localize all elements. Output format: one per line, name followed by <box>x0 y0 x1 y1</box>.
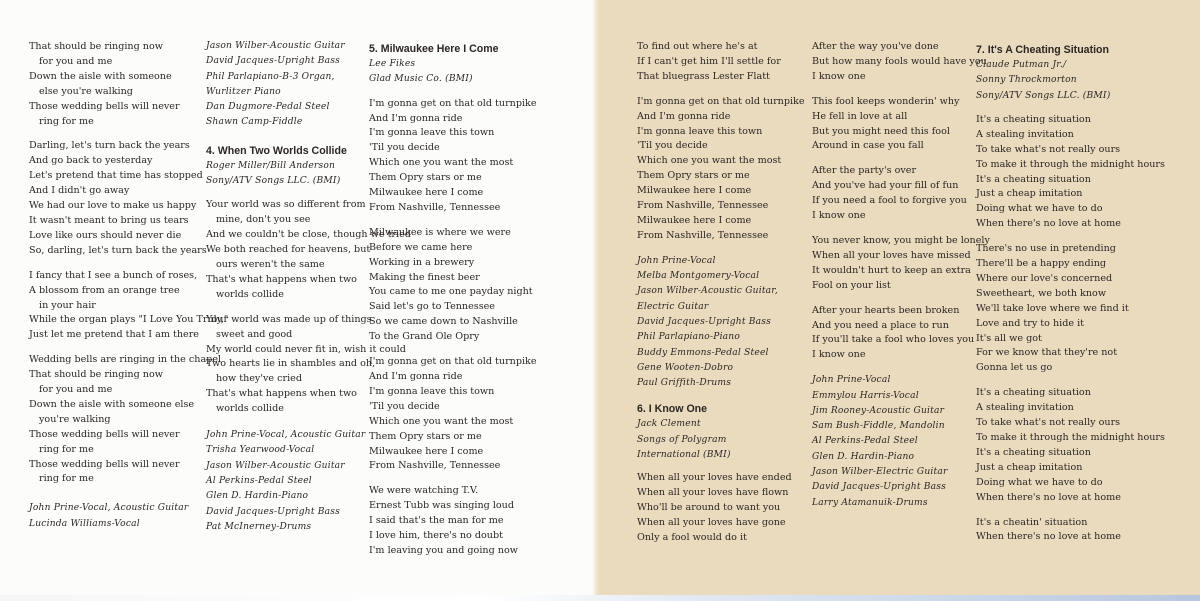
lyric-line: I'm gonna leave this town <box>369 385 495 397</box>
lyric-line: Around in case you fall <box>812 140 924 152</box>
credit-line: Wurlitzer Piano <box>206 86 281 97</box>
stanza-break <box>637 85 805 95</box>
lyric-line: ring for me <box>39 443 94 455</box>
credit-line: International (BMI) <box>637 450 731 461</box>
credit-line: Sony/ATV Songs LLC. (BMI) <box>206 176 341 187</box>
column-1 <box>29 40 228 532</box>
lyric-line: After your hearts been broken <box>812 304 960 316</box>
lyric-line: I fancy that I see a bunch of roses, <box>29 269 198 281</box>
lyric-line: Those wedding bells will never <box>29 428 180 440</box>
lyric-line: I'm gonna get on that old turnpike <box>369 97 537 109</box>
credit-line: David Jacques-Upright Bass <box>637 316 772 327</box>
lyric-line: And I'm gonna ride <box>369 371 463 382</box>
lyric-line: Sweetheart, we both know <box>976 287 1107 299</box>
col5-lyrics <box>812 40 990 363</box>
credit-line: John Prine-Vocal <box>637 255 716 266</box>
column-3 <box>369 39 537 559</box>
lyric-line: worlds collide <box>216 403 284 415</box>
lyric-line: Your world was so different from <box>206 199 366 211</box>
lyric-line: It wasn't meant to bring us tears <box>29 214 189 226</box>
lyric-line: When all your loves have flown <box>637 487 789 499</box>
column-5 <box>812 40 990 511</box>
lyric-line: for you and me <box>39 55 113 67</box>
lyric-line: Gonna let us go <box>976 362 1053 374</box>
lyric-line: Let's pretend that time has stopped <box>29 170 203 182</box>
stanza-break <box>812 294 990 304</box>
lyric-line: To make it through the midnight hours <box>976 432 1165 444</box>
stanza-break <box>29 259 228 269</box>
lyric-line: We'll take love where we find it <box>976 302 1129 314</box>
credit-line: Glen D. Hardin-Piano <box>812 451 915 462</box>
lyric-line: I know one <box>812 349 866 361</box>
song-6-writers <box>637 417 805 463</box>
stanza-break <box>812 224 990 234</box>
col4-credits <box>637 254 805 392</box>
credit-line: Emmylou Harris-Vocal <box>812 390 919 401</box>
col1-credits <box>29 501 228 532</box>
credit-line: Trisha Yearwood-Vocal <box>206 445 315 456</box>
lyric-line: And I'm gonna ride <box>637 110 731 122</box>
lyric-line: You came to me one payday night <box>369 286 533 298</box>
song-title-6: 6. I Know One <box>637 403 708 416</box>
credit-line: John Prine-Vocal, Acoustic Guitar <box>29 503 189 514</box>
lyric-line: 'Til you decide <box>369 400 440 412</box>
lyric-line: I know one <box>812 70 866 82</box>
credit-line: John Prine-Vocal, Acoustic Guitar <box>206 430 366 441</box>
lyric-line: There'll be a happy ending <box>976 258 1107 270</box>
lyric-line: A stealing invitation <box>976 128 1074 140</box>
lyric-line: But how many fools would have you <box>812 55 987 67</box>
credit-line: Jason Wilber-Electric Guitar <box>812 467 948 477</box>
lyric-line: Them Opry stars or me <box>369 430 482 442</box>
credit-line: Al Perkins-Pedal Steel <box>812 436 918 447</box>
stanza-break <box>29 129 228 139</box>
lyric-line: I know one <box>812 210 866 222</box>
lyric-line: When all your loves have missed <box>812 249 971 261</box>
credit-line: Lee Fikes <box>369 59 416 69</box>
lyric-line: 'Til you decide <box>637 140 708 152</box>
credit-line: Buddy Emmons-Pedal Steel <box>637 347 769 358</box>
lyric-line: for you and me <box>39 384 113 396</box>
lyric-line: And we couldn't be close, though we tried <box>206 229 411 241</box>
lyric-line: mine, don't you see <box>216 214 311 226</box>
lyric-line: I'm gonna get on that old turnpike <box>637 95 805 107</box>
lyric-line: Doing what we have to do <box>976 476 1103 488</box>
lyric-line: That should be ringing now <box>29 369 163 381</box>
lyric-line: Doing what we have to do <box>976 203 1103 215</box>
lyric-line: Making the finest beer <box>369 271 480 283</box>
credit-line: Lucinda Williams-Vocal <box>29 518 140 529</box>
page-fold <box>592 0 600 601</box>
lyric-line: Milwaukee here I come <box>637 185 752 197</box>
song-title-7: 7. It's A Cheating Situation <box>976 44 1109 56</box>
lyric-line: It's a cheating situation <box>976 113 1091 125</box>
lyric-line: That's what happens when two <box>206 273 357 285</box>
stanza-break <box>29 343 228 353</box>
stanza-break <box>812 85 990 95</box>
lyric-line: Milwaukee is where we were <box>369 226 511 238</box>
lyric-line: And you need a place to run <box>812 319 949 331</box>
lyric-line: From Nashville, Tennessee <box>637 229 769 241</box>
col4-lyrics-2 <box>637 471 805 546</box>
lyric-line: If I can't get him I'll settle for <box>637 55 781 67</box>
lyric-line: Which one you want the most <box>637 155 782 167</box>
col5-credits <box>812 373 990 511</box>
lyric-line: So we came down to Nashville <box>369 316 518 328</box>
lyric-line: Just let me pretend that I am there <box>29 329 199 341</box>
lyric-line: Love and try to hide it <box>976 317 1085 329</box>
lyric-line: A blossom from an orange tree <box>29 284 180 296</box>
stanza-break <box>976 376 1165 386</box>
lyric-line: Just a cheap imitation <box>976 188 1083 200</box>
lyric-line: When there's no love at home <box>976 531 1121 543</box>
lyric-line: Just a cheap imitation <box>976 461 1083 473</box>
lyric-line: If you need a fool to forgive you <box>812 195 967 207</box>
lyric-line: 'Til you decide <box>369 142 440 154</box>
lyric-line: It's a cheating situation <box>976 173 1091 185</box>
credit-line: Sony/ATV Songs LLC. (BMI) <box>976 90 1111 101</box>
lyric-line: To find out where he's at <box>637 41 758 52</box>
lyric-line: Love like ours should never die <box>29 229 182 241</box>
lyric-line: ring for me <box>39 115 94 127</box>
credit-line: Electric Guitar <box>637 301 709 312</box>
stanza-break <box>369 474 537 484</box>
lyric-line: Only a fool would do it <box>637 531 747 543</box>
lyric-line: He fell in love at all <box>812 110 908 122</box>
credit-line: Sam Bush-Fiddle, Mandolin <box>812 421 945 432</box>
lyric-line: A stealing invitation <box>976 402 1074 414</box>
credit-line: Larry Atamanuik-Drums <box>812 497 928 508</box>
col1-lyrics <box>29 40 228 487</box>
lyric-line: It's a cheatin' situation <box>976 516 1088 528</box>
credit-line: John Prine-Vocal <box>812 375 891 386</box>
credit-line: Paul Griffith-Drums <box>637 378 732 389</box>
credit-line: Jason Wilber-Acoustic Guitar, <box>637 286 778 297</box>
credit-line: David Jacques-Upright Bass <box>206 506 341 517</box>
lyric-line: And go back to yesterday <box>29 155 153 167</box>
lyric-line: It's a cheating situation <box>976 446 1091 458</box>
lyric-line: Fool on your list <box>812 279 891 291</box>
lyric-line: We both reached for heavens, but <box>206 244 371 256</box>
lyric-line: If you'll take a fool who loves you <box>812 334 975 346</box>
lyric-line: how they've cried <box>216 373 302 385</box>
column-4 <box>637 40 805 546</box>
lyric-line: Your world was made up of things <box>206 313 372 325</box>
lyric-line: To make it through the midnight hours <box>976 158 1165 170</box>
lyric-line: When all your loves have gone <box>637 517 786 529</box>
lyric-line: ours weren't the same <box>216 259 325 270</box>
lyric-line: Ernest Tubb was singing loud <box>369 500 515 512</box>
song-7-writers <box>976 58 1165 104</box>
credit-line: Al Perkins-Pedal Steel <box>206 475 312 486</box>
lyric-line: Who'll be around to want you <box>637 502 781 514</box>
credit-line: Glad Music Co. (BMI) <box>369 74 473 85</box>
lyric-line: I said that's the man for me <box>369 515 504 527</box>
lyric-line: I love him, there's no doubt <box>369 530 503 542</box>
lyric-line: From Nashville, Tennessee <box>369 460 501 472</box>
lyric-line: worlds collide <box>216 288 284 300</box>
lyric-line: I'm gonna leave this town <box>637 125 763 137</box>
lyric-line: We had our love to make us happy <box>29 200 197 212</box>
lyric-line: When there's no love at home <box>976 491 1121 503</box>
lyric-line: And you've had your fill of fun <box>812 180 959 192</box>
lyric-line: I'm leaving you and going now <box>369 544 518 556</box>
lyric-line: Them Opry stars or me <box>369 172 482 184</box>
credit-line: Phil Parlapiano-Piano <box>637 332 741 343</box>
lyric-line: Them Opry stars or me <box>637 170 750 182</box>
credit-line: Claude Putman Jr./ <box>976 60 1067 70</box>
credit-line: Melba Montgomery-Vocal <box>637 271 760 282</box>
song-title-4: 4. When Two Worlds Collide <box>206 144 347 157</box>
credit-line: Songs of Polygram <box>637 434 727 445</box>
lyric-line: ring for me <box>39 473 94 485</box>
credit-line: Sonny Throckmorton <box>976 75 1077 86</box>
lyric-line: Darling, let's turn back the years <box>29 140 190 152</box>
lyric-line: Those wedding bells will never <box>29 100 180 112</box>
lyric-line: We were watching T.V. <box>369 485 479 497</box>
lyric-line: Those wedding bells will never <box>29 458 180 470</box>
credit-line: Jason Wilber-Acoustic Guitar <box>206 460 345 471</box>
lyric-line: Milwaukee here I come <box>369 187 484 199</box>
lyric-line: To take what's not really ours <box>976 417 1121 429</box>
col4-lyrics <box>637 40 805 244</box>
credit-line: Pat McInerney-Drums <box>206 521 312 532</box>
lyric-line: After the party's over <box>812 165 917 177</box>
credit-line: Phil Parlapiano-B-3 Organ, <box>206 71 335 82</box>
lyric-line: When there's no love at home <box>976 218 1121 230</box>
lyric-line: There's no use in pretending <box>976 243 1116 255</box>
lyric-line: And I'm gonna ride <box>369 112 463 124</box>
lyric-line: Milwaukee here I come <box>369 445 484 457</box>
lyric-line: Working in a brewery <box>369 256 475 268</box>
lyric-line: I'm gonna get on that old turnpike <box>369 356 537 368</box>
lyric-line: So, darling, let's turn back the years <box>29 244 207 256</box>
lyric-line: else you're walking <box>39 85 133 97</box>
lyric-line: After the way you've done <box>812 41 939 52</box>
lyric-line: sweet and good <box>216 328 293 340</box>
lyric-line: in your hair <box>39 299 96 311</box>
lyric-line: Before we came here <box>369 241 473 253</box>
lyric-line: Wedding bells are ringing in the chapel <box>29 354 222 366</box>
credit-line: Glen D. Hardin-Piano <box>206 491 309 502</box>
lyric-line: you're walking <box>39 413 111 425</box>
lyric-line: For we know that they're not <box>976 347 1118 359</box>
lyric-line: To the Grand Ole Opry <box>369 331 480 343</box>
credit-line: Gene Wooten-Dobro <box>637 362 734 373</box>
lyric-line: That bluegrass Lester Flatt <box>637 70 770 82</box>
lyric-line: My world could never fit in, wish it could <box>206 343 406 355</box>
stanza-break <box>812 154 990 164</box>
bottom-edge <box>0 595 1200 601</box>
lyric-line: It's a cheating situation <box>976 387 1091 399</box>
stanza-break <box>976 232 1165 242</box>
lyric-line: And I didn't go away <box>29 185 130 197</box>
credit-line: Jack Clement <box>637 419 701 430</box>
credit-line: Roger Miller/Bill Anderson <box>206 160 336 171</box>
lyric-line: Which one you want the most <box>369 157 514 169</box>
lyric-line: When all your loves have ended <box>637 472 792 484</box>
credit-line: David Jacques-Upright Bass <box>206 56 341 67</box>
lyric-line: Which one you want the most <box>369 415 514 427</box>
lyric-line: Down the aisle with someone <box>29 70 172 82</box>
col3-lyrics <box>369 97 537 559</box>
lyric-line: Two hearts lie in shambles and oh, <box>206 358 376 370</box>
lyric-line: Milwaukee here I come <box>637 214 752 226</box>
lyric-line: But you might need this fool <box>812 125 950 137</box>
lyric-line: From Nashville, Tennessee <box>369 201 501 213</box>
lyric-line: To take what's not really ours <box>976 143 1121 155</box>
lyric-line: This fool keeps wonderin' why <box>812 95 960 107</box>
lyric-line: That's what happens when two <box>206 388 357 400</box>
col6-lyrics <box>976 113 1165 545</box>
lyric-line: Where our love's concerned <box>976 272 1113 284</box>
lyric-line: You never know, you might be lonely <box>812 234 990 246</box>
credit-line: Shawn Camp-Fiddle <box>206 117 303 128</box>
song-5-writers <box>369 57 537 88</box>
lyric-line: Down the aisle with someone else <box>29 398 195 410</box>
stanza-break <box>369 345 537 355</box>
credit-line: Dan Dugmore-Pedal Steel <box>206 102 330 113</box>
lyric-line: It wouldn't hurt to keep an extra <box>812 264 971 276</box>
lyric-line: From Nashville, Tennessee <box>637 200 769 212</box>
stanza-break <box>369 216 537 226</box>
stanza-break <box>976 506 1165 516</box>
lyric-line: I'm gonna leave this town <box>369 127 495 139</box>
song-title-5: 5. Milwaukee Here I Come <box>369 43 499 55</box>
column-6 <box>976 40 1165 545</box>
lyric-line: While the organ plays "I Love You Truly," <box>29 314 229 326</box>
lyric-line: Said let's go to Tennessee <box>369 301 495 313</box>
lyric-line: That should be ringing now <box>29 41 163 52</box>
credit-line: Jason Wilber-Acoustic Guitar <box>206 41 345 51</box>
credit-line: David Jacques-Upright Bass <box>812 482 947 493</box>
lyric-line: It's all we got <box>976 332 1042 344</box>
credit-line: Jim Rooney-Acoustic Guitar <box>812 405 945 416</box>
